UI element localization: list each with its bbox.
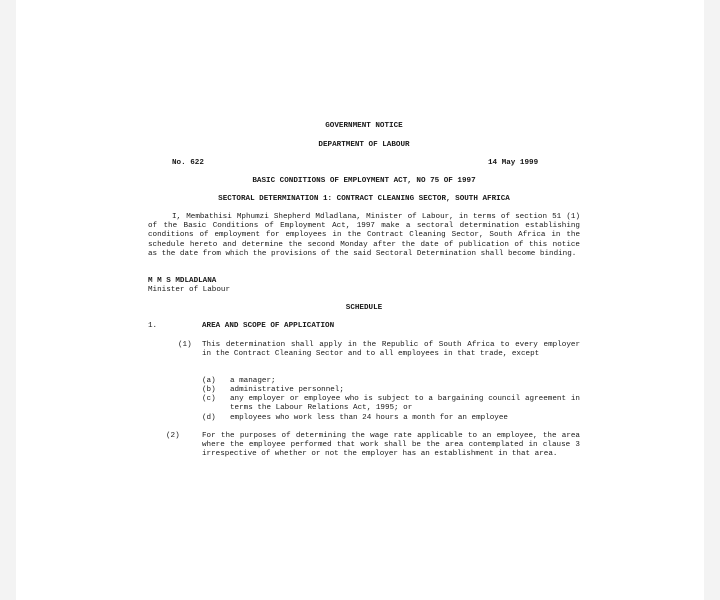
schedule-heading: SCHEDULE [345,304,383,312]
preamble-paragraph: I, Membathisi Mphumzi Shepherd Mdladlana, Minister of Labour, in terms of section 51 (1) of the Basic Conditions of Employment Act, 1997 make a sectoral determination establishing conditions of employment for employees in the Contract Cleaning Sector, South Africa in the schedule hereto and determine the second Monday after the date of publication of this notice as the date from which the provisions of the said Sectoral Determination shall become binding. [148,213,580,258]
section-number: 1. [148,322,158,330]
item-d-label: (d) [202,414,216,422]
item-a-text: a manager; [230,377,276,385]
notice-number: No. 622 [172,159,204,167]
notice-title: GOVERNMENT NOTICE [325,122,403,130]
item-a-label: (a) [202,377,216,385]
clause-2-number: (2) [166,432,180,440]
department-name: DEPARTMENT OF LABOUR [318,141,410,149]
item-c-label: (c) [202,395,216,403]
clause-1-number: (1) [178,341,192,349]
item-b-label: (b) [202,386,216,394]
signatory-name: M M S MDLADLANA [148,277,217,285]
item-b-text: administrative personnel; [230,386,344,394]
clause-1-text: This determination shall apply in the Republic of South Africa to every employer in the Contract Cleaning Sector and to all employees in that trade, except [202,341,580,359]
signatory-role: Minister of Labour [148,286,231,294]
section-title: AREA AND SCOPE OF APPLICATION [202,322,335,330]
clause-2-text: For the purposes of determining the wage rate applicable to an employee, the area where the employee performed that work shall be the area contemplated in clause 3 irrespective of whether or not the employer has an establishment in that area. [202,432,580,459]
item-d-text: employees who work less than 24 hours a month for an employee [230,414,508,422]
act-title: BASIC CONDITIONS OF EMPLOYMENT ACT, NO 75 OF 1997 [252,177,476,185]
document-page [16,0,704,600]
determination-title: SECTORAL DETERMINATION 1: CONTRACT CLEANING SECTOR, SOUTH AFRICA [218,195,510,203]
item-c-text: any employer or employee who is subject to a bargaining council agreement in terms the Labour Relations Act, 1995; or [230,395,580,413]
notice-date: 14 May 1999 [488,159,539,167]
